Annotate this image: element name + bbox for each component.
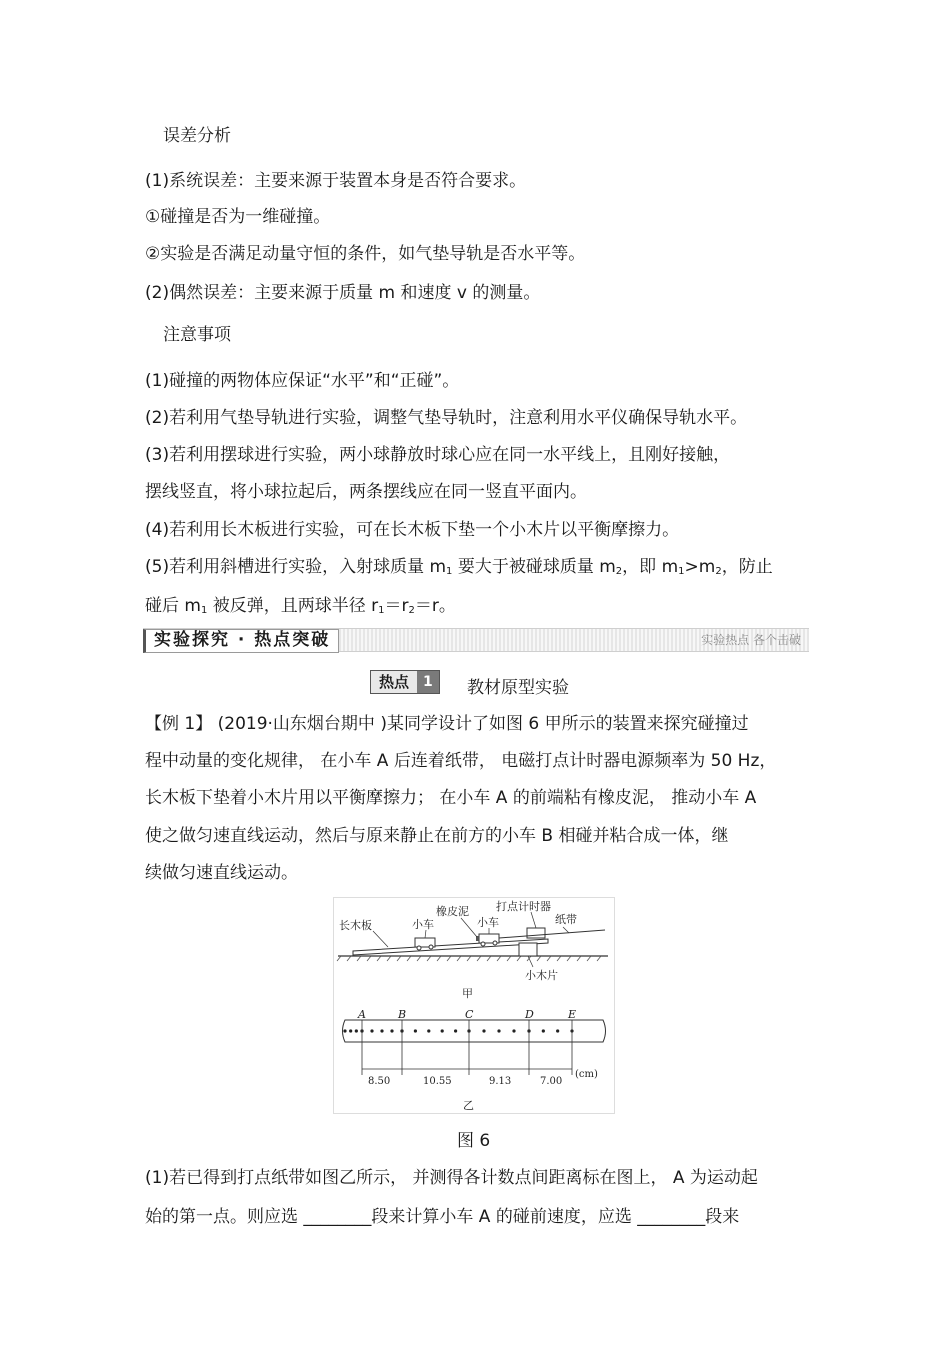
tape-dot (343, 1029, 346, 1032)
tape-dot (370, 1029, 373, 1032)
banner-title: 实验探究 · 热点突破 (143, 629, 339, 653)
example-line: 长木板下垫着小木片用以平衡摩擦力； 在小车 A 的前端粘有橡皮泥， 推动小车 A (145, 788, 757, 808)
label-board: 长木板 (339, 919, 372, 932)
label-cart: 小车 (412, 918, 434, 931)
text-line: ②实验是否满足动量守恒的条件，如气垫导轨是否水平等。 (145, 244, 586, 264)
label-putty: 橡皮泥 (436, 905, 469, 918)
wooden-block (519, 943, 537, 956)
section-banner (143, 628, 809, 652)
tape-dot (441, 1029, 444, 1032)
text-line: (2)若利用气垫导轨进行实验，调整气垫导轨时，注意利用水平仪确保导轨水平。 (145, 408, 748, 428)
text-line: 摆线竖直，将小球拉起后，两条摆线应在同一竖直平面内。 (145, 482, 587, 502)
tape-dot (512, 1029, 515, 1032)
label-tape: 纸带 (555, 913, 577, 926)
text-line: (1)系统误差：主要来源于装置本身是否符合要求。 (145, 171, 527, 191)
distance-unit: (cm) (575, 1069, 598, 1080)
point-e-label: E (568, 1008, 577, 1021)
tape-dot (427, 1029, 430, 1032)
example-line: 【例 1】 (2019·山东烟台期中 )某同学设计了如图 6 甲所示的装置来探究碰撞过 (145, 714, 749, 734)
hotspot-label: 热点 (371, 671, 417, 693)
hotspot-badge (370, 670, 440, 694)
tape-dot (414, 1029, 417, 1032)
question-line: (1)若已得到打点纸带如图乙所示， 并测得各计数点间距离标在图上， A 为运动起 (145, 1168, 758, 1188)
label-block: 小木片 (525, 969, 558, 982)
example-line: 程中动量的变化规律， 在小车 A 后连着纸带， 电磁打点计时器电源频率为 50 Hz， (145, 751, 777, 771)
figure-caption: 图 6 (457, 1131, 491, 1151)
section-heading-error-analysis: 误差分析 (163, 126, 231, 146)
point-c-label: C (465, 1008, 474, 1021)
banner-right-text: 实验热点 各个击破 (701, 633, 801, 647)
text-line: ①碰撞是否为一维碰撞。 (145, 207, 331, 227)
tape-dot (482, 1029, 485, 1032)
tape-dot (380, 1029, 383, 1032)
point-b-label: B (398, 1008, 407, 1021)
timer-device (527, 928, 545, 938)
text-line: (1)碰撞的两物体应保证“水平”和“正碰”。 (145, 371, 460, 391)
label-timer: 打点计时器 (496, 900, 551, 913)
text-line: (2)偶然误差：主要来源于质量 m 和速度 v 的测量。 (145, 283, 541, 303)
tape-dot (542, 1029, 545, 1032)
distance-cd: 9.13 (489, 1076, 512, 1087)
tape-dot (390, 1029, 393, 1032)
point-d-label: D (525, 1008, 534, 1021)
point-a-label: A (358, 1008, 366, 1021)
label-jia: 甲 (462, 987, 473, 1000)
tape-dot (497, 1029, 500, 1032)
text-line-item5: (5)若利用斜槽进行实验，入射球质量 $m_1$ 要大于被碰球质量 $m_2$，即 $m_1>m_2$，防止 (145, 557, 773, 577)
hotspot-title: 教材原型实验 (467, 678, 569, 698)
text-line: (3)若利用摆球进行实验，两小球静放时球心应在同一水平线上，且刚好接触， (145, 445, 731, 465)
example-line: 续做匀速直线运动。 (145, 863, 298, 883)
experiment-figure (333, 897, 615, 1114)
tape-dot (556, 1029, 559, 1032)
section-heading-notes: 注意事项 (163, 325, 231, 345)
question-line: 始的第一点。则应选 ________段来计算小车 A 的碰前速度，应选 ________段来 (145, 1207, 740, 1227)
text-line: (4)若利用长木板进行实验，可在长木板下垫一个小木片以平衡摩擦力。 (145, 520, 680, 540)
text-line-item5-cont: 碰后 $m_1$ 被反弹，且两球半径 $r_1=r_2=r$。 (145, 596, 456, 616)
distance-ab: 8.50 (368, 1076, 391, 1087)
hotspot-number: 1 (417, 671, 439, 693)
tape-dot (349, 1029, 352, 1032)
tape-dot (355, 1029, 358, 1032)
distance-de: 7.00 (540, 1076, 563, 1087)
example-line: 使之做匀速直线运动，然后与原来静止在前方的小车 B 相碰并粘合成一体，继 (145, 826, 729, 846)
label-cart2: 小车 (477, 916, 499, 929)
label-yi: 乙 (463, 1099, 474, 1112)
tape-dot (454, 1029, 457, 1032)
distance-bc: 10.55 (423, 1076, 452, 1087)
